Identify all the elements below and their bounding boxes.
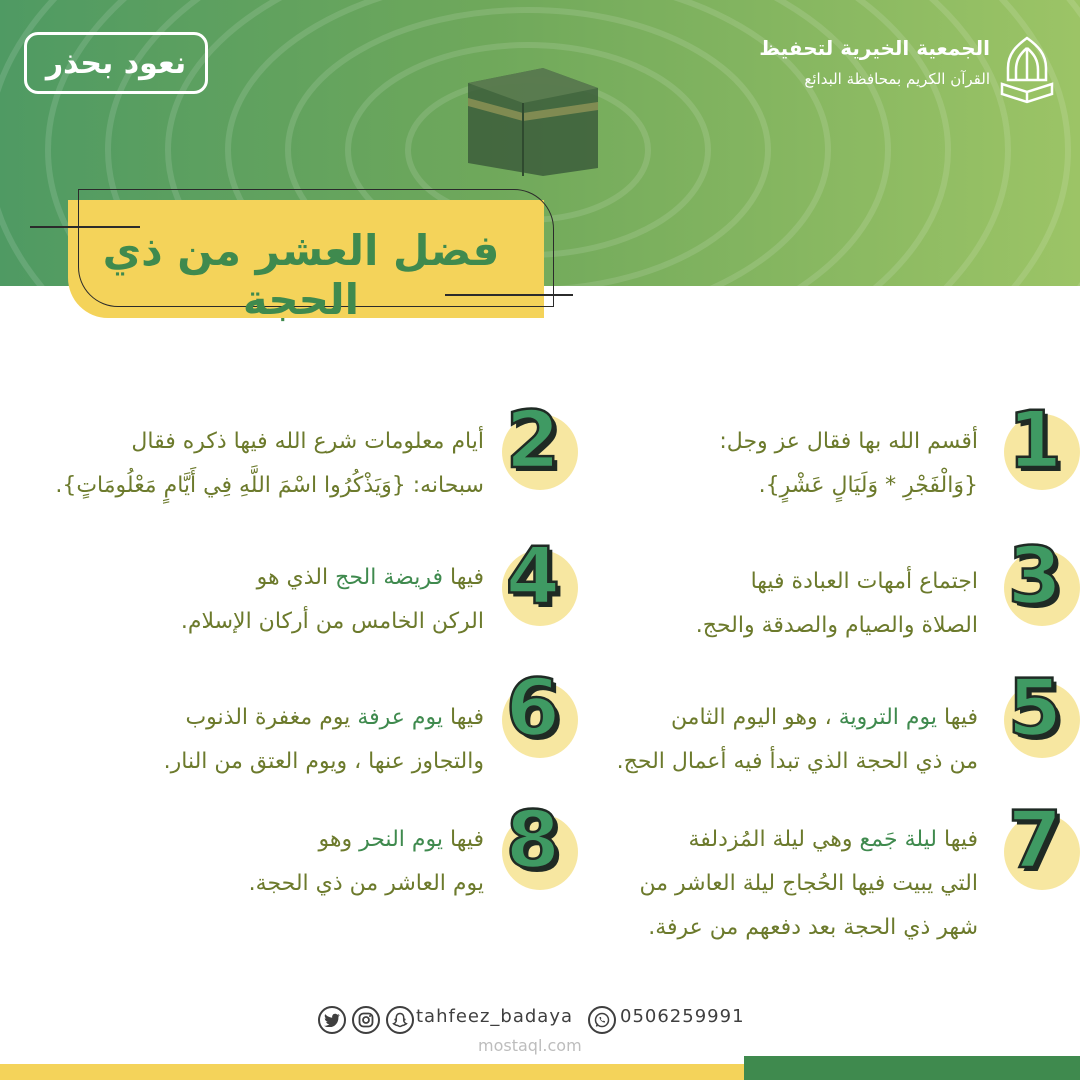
item-prefix: فيها	[450, 827, 484, 852]
item-line-1-text: اجتماع أمهات العبادة فيها	[750, 569, 978, 594]
item-line-1	[181, 556, 484, 600]
item-line-3: شهر ذي الحجة بعد دفعهم من عرفة.	[648, 915, 978, 940]
item-number: 6	[505, 664, 560, 754]
item-number-badge	[980, 396, 1080, 508]
item-number: 7	[1007, 796, 1062, 886]
item-number-badge	[478, 664, 578, 776]
item-text	[55, 420, 484, 508]
item-prefix: فيها	[450, 705, 484, 730]
item-line-2: التي يبيت فيها الحُجاج ليلة العاشر من	[639, 871, 978, 896]
item-line-1-text: يوم مغفرة الذنوب	[185, 705, 351, 730]
snapchat-icon[interactable]	[386, 1006, 414, 1034]
organization-subtitle: القرآن الكريم بمحافظة البدائع	[804, 70, 990, 88]
kaaba-image	[448, 58, 608, 178]
item-line-2: سبحانه: {وَيَذْكُرُوا اسْمَ اللَّهِ فِي أَيَّامٍ مَعْلُومَاتٍ}.	[55, 473, 484, 498]
watermark: mostaql.com	[478, 1036, 582, 1055]
item-highlight: فريضة الحج	[335, 565, 443, 590]
item-text	[181, 556, 484, 644]
item-line-1	[617, 696, 978, 740]
item-line-1-text: ، وهو اليوم الثامن	[670, 705, 832, 730]
item-text	[164, 696, 484, 784]
footer-bar-green	[744, 1056, 1080, 1080]
social-handle[interactable]: tahfeez_badaya	[416, 1006, 574, 1027]
item-line-1	[696, 560, 978, 604]
whatsapp-icon[interactable]	[588, 1006, 616, 1034]
footer-bar-yellow	[0, 1064, 780, 1080]
item-text	[617, 696, 978, 784]
item-line-2: من ذي الحجة الذي تبدأ فيه أعمال الحج.	[616, 749, 978, 774]
twitter-icon[interactable]	[318, 1006, 346, 1034]
item-number: 1	[1007, 396, 1062, 486]
item-line-1-text: أقسم الله بها فقال عز وجل:	[719, 429, 978, 454]
item-number-badge	[478, 396, 578, 508]
organization-name: الجمعية الخيرية لتحفيظ	[759, 36, 990, 60]
item-line-1	[249, 818, 484, 862]
phone-number[interactable]: 0506259991	[620, 1006, 745, 1027]
item-line-1-text: وهي ليلة المُزدلفة	[688, 827, 853, 852]
item-number: 8	[505, 796, 560, 886]
item-number-badge	[980, 664, 1080, 776]
item-number-badge	[980, 796, 1080, 908]
item-line-1	[55, 420, 484, 464]
item-line-1	[719, 420, 978, 464]
item-number-badge	[478, 532, 578, 644]
item-text	[696, 560, 978, 648]
item-highlight: يوم عرفة	[357, 705, 443, 730]
item-line-1	[639, 818, 978, 862]
item-text	[719, 420, 978, 508]
item-line-2: {وَالْفَجْرِ * وَلَيَالٍ عَشْرٍ}.	[758, 473, 978, 498]
item-number-badge	[478, 796, 578, 908]
item-prefix: فيها	[450, 565, 484, 590]
item-line-1-text: الذي هو	[256, 565, 329, 590]
item-line-2: والتجاوز عنها ، ويوم العتق من النار.	[163, 749, 484, 774]
item-line-2: الصلاة والصيام والصدقة والحج.	[695, 613, 978, 638]
page-title: فضل العشر من ذي الحجة	[102, 226, 500, 324]
item-number: 3	[1007, 532, 1062, 622]
item-highlight: يوم النحر	[359, 827, 443, 852]
item-number: 4	[505, 532, 560, 622]
item-text	[249, 818, 484, 906]
campaign-badge-label: نعود بحذر	[45, 45, 187, 81]
item-highlight: يوم التروية	[838, 705, 937, 730]
item-text	[639, 818, 978, 950]
item-prefix: فيها	[944, 827, 978, 852]
item-line-2: يوم العاشر من ذي الحجة.	[248, 871, 484, 896]
item-number: 2	[505, 396, 560, 486]
item-line-1	[164, 696, 484, 740]
item-prefix: فيها	[944, 705, 978, 730]
item-line-1-text: وهو	[318, 827, 353, 852]
campaign-badge	[24, 32, 208, 94]
organization-logo-icon	[996, 32, 1058, 104]
item-number: 5	[1007, 664, 1062, 754]
item-number-badge	[980, 532, 1080, 644]
instagram-icon[interactable]	[352, 1006, 380, 1034]
item-highlight: ليلة جَمع	[859, 827, 937, 852]
item-line-2: الركن الخامس من أركان الإسلام.	[180, 609, 484, 634]
item-line-1-text: أيام معلومات شرع الله فيها ذكره فقال	[131, 429, 484, 454]
